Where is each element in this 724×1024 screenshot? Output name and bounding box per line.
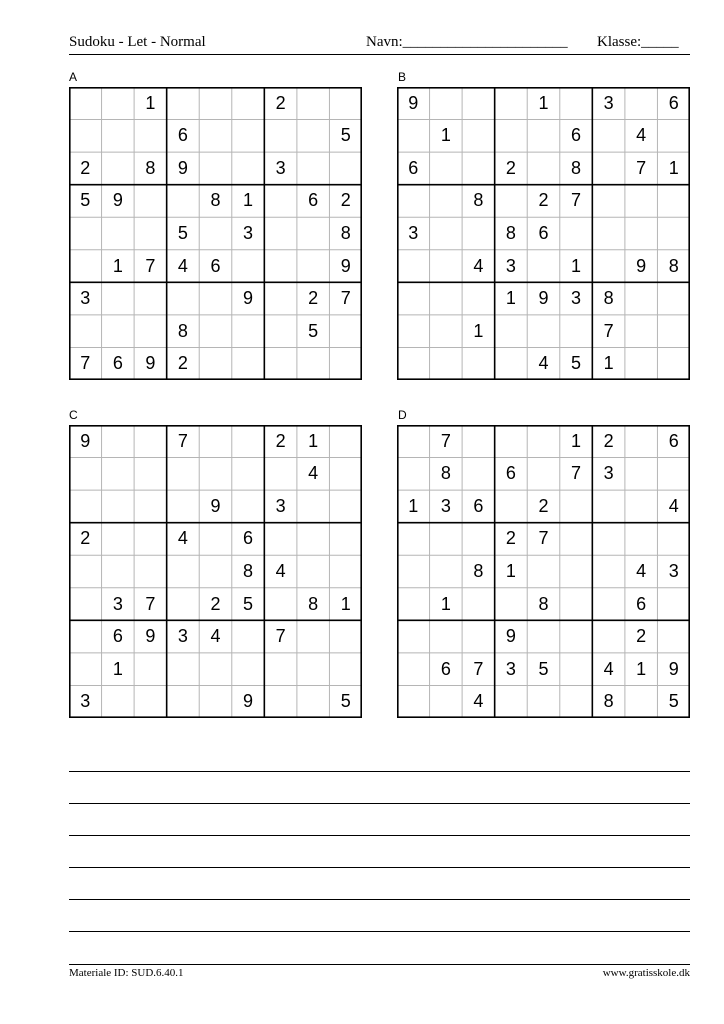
sudoku-cell: 7 [145, 593, 156, 614]
sudoku-cell: 8 [473, 190, 484, 211]
sudoku-cell: 9 [210, 495, 221, 516]
sudoku-cell: 4 [210, 626, 221, 647]
sudoku-cell: 5 [668, 691, 679, 712]
sudoku-cell: 2 [538, 495, 549, 516]
sudoku-cell: 4 [636, 560, 647, 581]
sudoku-cell: 1 [538, 92, 549, 113]
sudoku-cell: 7 [145, 255, 156, 276]
sudoku-cell: 2 [505, 157, 516, 178]
sudoku-cell: 1 [571, 255, 582, 276]
sudoku-cell: 4 [603, 658, 614, 679]
sudoku-cell: 1 [571, 430, 582, 451]
sudoku-cell: 9 [538, 288, 549, 309]
sudoku-cell: 8 [243, 560, 254, 581]
sudoku-cell: 8 [210, 190, 221, 211]
sudoku-cell: 7 [538, 528, 549, 549]
name-field: Navn:______________________ [366, 34, 568, 50]
sudoku-cell: 8 [473, 560, 484, 581]
sudoku-cell: 1 [505, 288, 516, 309]
sudoku-cell: 6 [112, 626, 123, 647]
sudoku-cell: 1 [308, 430, 319, 451]
sudoku-cell: 4 [473, 691, 484, 712]
sudoku-cell: 8 [505, 222, 516, 243]
sudoku-cell: 6 [210, 255, 221, 276]
sudoku-cell: 4 [275, 560, 286, 581]
writing-line [69, 803, 690, 804]
sudoku-cell: 8 [177, 320, 188, 341]
sudoku-cell: 5 [538, 658, 549, 679]
sudoku-cell: 2 [177, 353, 188, 374]
sudoku-cell: 1 [145, 92, 156, 113]
puzzle-label: C [69, 408, 78, 422]
sudoku-cell: 7 [340, 288, 351, 309]
sudoku-cell: 2 [80, 157, 91, 178]
sudoku-cell: 7 [636, 157, 647, 178]
sudoku-cell: 1 [440, 125, 451, 146]
sudoku-cell: 2 [340, 190, 351, 211]
sudoku-cell: 4 [177, 528, 188, 549]
sudoku-cell: 2 [505, 528, 516, 549]
sudoku-cell: 7 [177, 430, 188, 451]
sudoku-cell: 3 [112, 593, 123, 614]
sudoku-grid [69, 87, 362, 380]
material-id: Materiale ID: SUD.6.40.1 [69, 967, 184, 979]
sudoku-cell: 2 [275, 92, 286, 113]
sudoku-cell: 7 [571, 190, 582, 211]
sudoku-cell: 4 [308, 463, 319, 484]
sudoku-cell: 5 [177, 222, 188, 243]
sudoku-cell: 9 [636, 255, 647, 276]
sudoku-cell: 1 [243, 190, 254, 211]
sudoku-cell: 9 [408, 92, 419, 113]
sudoku-cell: 9 [112, 190, 123, 211]
writing-line [69, 867, 690, 868]
sudoku-cell: 8 [571, 157, 582, 178]
sudoku-cell: 5 [308, 320, 319, 341]
sudoku-cell: 6 [440, 658, 451, 679]
sudoku-cell: 9 [145, 626, 156, 647]
sudoku-cell: 1 [112, 255, 123, 276]
sudoku-cell: 1 [440, 593, 451, 614]
sudoku-cell: 4 [177, 255, 188, 276]
sudoku-cell: 6 [177, 125, 188, 146]
sudoku-cell: 1 [473, 320, 484, 341]
sudoku-cell: 3 [603, 463, 614, 484]
sudoku-cell: 9 [177, 157, 188, 178]
sudoku-cell: 3 [275, 157, 286, 178]
sudoku-cell: 1 [408, 495, 419, 516]
footer-rule [69, 964, 690, 965]
sudoku-cell: 8 [603, 288, 614, 309]
sudoku-cell: 6 [243, 528, 254, 549]
sudoku-cell: 3 [80, 288, 91, 309]
sudoku-cell: 3 [571, 288, 582, 309]
sudoku-cell: 8 [145, 157, 156, 178]
sudoku-cell: 3 [603, 92, 614, 113]
sudoku-cell: 5 [571, 353, 582, 374]
sudoku-cell: 1 [340, 593, 351, 614]
sudoku-cell: 8 [440, 463, 451, 484]
puzzle-label: D [398, 408, 407, 422]
sudoku-cell: 8 [308, 593, 319, 614]
sudoku-cell: 8 [603, 691, 614, 712]
puzzle-label: A [69, 70, 78, 84]
sudoku-cell: 2 [603, 430, 614, 451]
sudoku-cell: 3 [275, 495, 286, 516]
sudoku-cell: 6 [408, 157, 419, 178]
sudoku-cell: 6 [636, 593, 647, 614]
sudoku-cell: 6 [505, 463, 516, 484]
sudoku-cell: 4 [668, 495, 679, 516]
website-url: www.gratisskole.dk [602, 967, 690, 979]
sudoku-cell: 8 [668, 255, 679, 276]
sudoku-cell: 9 [145, 353, 156, 374]
worksheet-title: Sudoku - Let - Normal [69, 34, 206, 50]
sudoku-cell: 6 [112, 353, 123, 374]
sudoku-cell: 4 [636, 125, 647, 146]
sudoku-cell: 7 [603, 320, 614, 341]
sudoku-cell: 9 [505, 626, 516, 647]
sudoku-grid [397, 425, 690, 718]
sudoku-cell: 5 [243, 593, 254, 614]
sudoku-cell: 1 [505, 560, 516, 581]
sudoku-cell: 7 [440, 430, 451, 451]
sudoku-cell: 7 [473, 658, 484, 679]
sudoku-cell: 9 [80, 430, 91, 451]
sudoku-cell: 5 [340, 691, 351, 712]
sudoku-cell: 8 [538, 593, 549, 614]
sudoku-cell: 3 [177, 626, 188, 647]
sudoku-cell: 9 [243, 691, 254, 712]
sudoku-cell: 9 [243, 288, 254, 309]
sudoku-cell: 9 [668, 658, 679, 679]
sudoku-cell: 3 [408, 222, 419, 243]
sudoku-cell: 1 [668, 157, 679, 178]
sudoku-cell: 6 [308, 190, 319, 211]
sudoku-cell: 7 [571, 463, 582, 484]
sudoku-cell: 5 [340, 125, 351, 146]
sudoku-cell: 3 [668, 560, 679, 581]
sudoku-cell: 7 [80, 353, 91, 374]
class-field: Klasse:_____ [597, 34, 679, 50]
sudoku-cell: 2 [210, 593, 221, 614]
sudoku-cell: 2 [308, 288, 319, 309]
sudoku-cell: 7 [275, 626, 286, 647]
sudoku-cell: 2 [275, 430, 286, 451]
sudoku-cell: 6 [473, 495, 484, 516]
writing-line [69, 899, 690, 900]
writing-line [69, 835, 690, 836]
sudoku-cell: 2 [636, 626, 647, 647]
sudoku-cell: 1 [112, 658, 123, 679]
sudoku-cell: 6 [571, 125, 582, 146]
sudoku-cell: 4 [473, 255, 484, 276]
sudoku-cell: 4 [538, 353, 549, 374]
sudoku-cell: 1 [603, 353, 614, 374]
sudoku-cell: 6 [668, 92, 679, 113]
sudoku-cell: 3 [243, 222, 254, 243]
puzzle-label: B [398, 70, 407, 84]
sudoku-cell: 1 [636, 658, 647, 679]
sudoku-cell: 2 [538, 190, 549, 211]
sudoku-cell: 9 [340, 255, 351, 276]
sudoku-grid [397, 87, 690, 380]
sudoku-grid [69, 425, 362, 718]
sudoku-cell: 8 [340, 222, 351, 243]
sudoku-cell: 6 [668, 430, 679, 451]
sudoku-cell: 6 [538, 222, 549, 243]
sudoku-cell: 2 [80, 528, 91, 549]
sudoku-cell: 3 [505, 255, 516, 276]
writing-line [69, 771, 690, 772]
sudoku-cell: 5 [80, 190, 91, 211]
sudoku-cell: 3 [440, 495, 451, 516]
writing-line [69, 931, 690, 932]
header-rule [69, 54, 690, 55]
sudoku-cell: 3 [80, 691, 91, 712]
sudoku-cell: 3 [505, 658, 516, 679]
